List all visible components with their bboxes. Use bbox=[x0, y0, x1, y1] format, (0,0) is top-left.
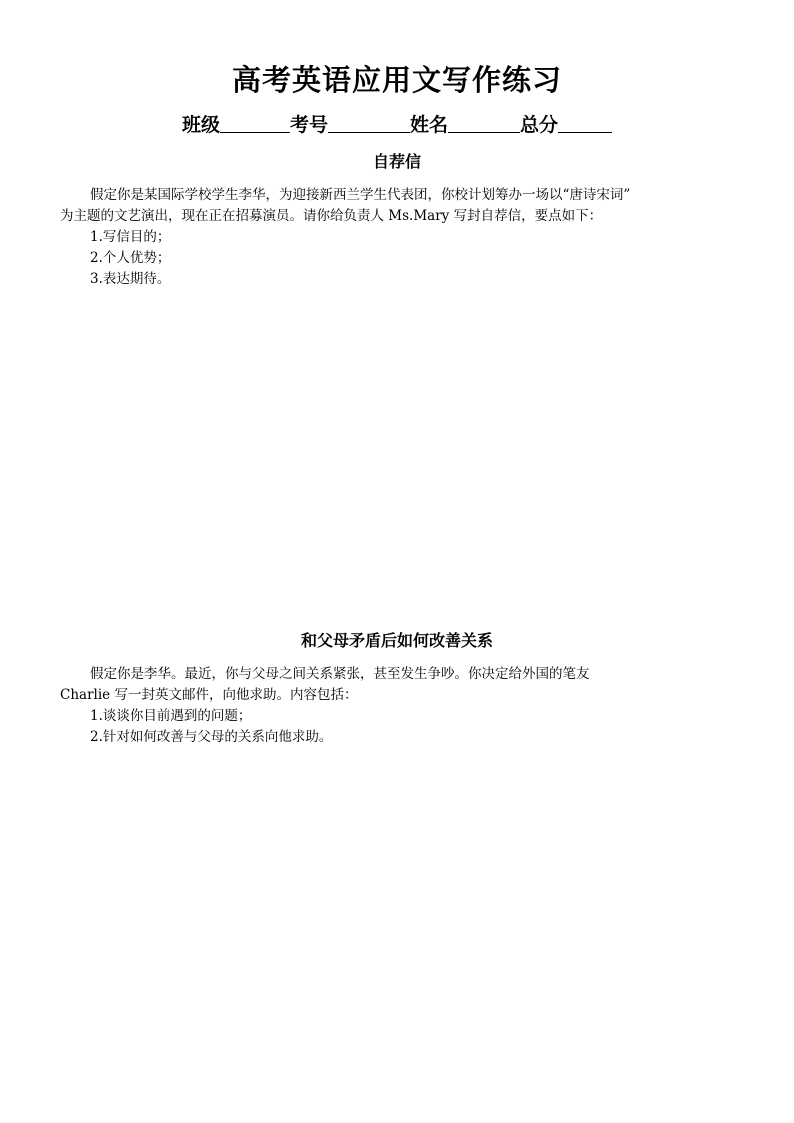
section-2-line-2: Charlie 写一封英文邮件，向他求助。内容包括： bbox=[60, 687, 358, 703]
section-2-item-2: 2.针对如何改善与父母的关系向他求助。 bbox=[90, 729, 333, 745]
section-1-heading: 自荐信 bbox=[372, 152, 421, 171]
section-1-item-1: 1.写信目的； bbox=[90, 229, 171, 245]
student-info-line bbox=[0, 111, 794, 139]
name-label: 姓名 bbox=[410, 114, 449, 136]
class-label: 班级 bbox=[181, 114, 220, 136]
section-1-item-2: 2.个人优势； bbox=[90, 250, 171, 266]
total-score-label: 总分 bbox=[520, 114, 559, 136]
exam-number-label: 考号 bbox=[289, 114, 328, 136]
total-score-blank[interactable] bbox=[558, 112, 612, 133]
section-1-line-1: 假定你是某国际学校学生李华，为迎接新西兰学生代表团，你校计划筹办一场以“唐诗宋词” bbox=[90, 187, 631, 203]
exam-number-blank[interactable] bbox=[328, 112, 410, 133]
section-2-item-1: 1.谈谈你目前遇到的问题； bbox=[90, 708, 252, 724]
page-title: 高考英语应用文写作练习 bbox=[231, 63, 562, 97]
section-1-line-2: 为主题的文艺演出，现在正在招募演员。请你给负责人 Ms.Mary 写封自荐信，要点如下： bbox=[60, 208, 603, 224]
name-blank[interactable] bbox=[448, 112, 520, 133]
section-1-prompt bbox=[60, 185, 750, 290]
section-1-item-3: 3.表达期待。 bbox=[90, 271, 171, 287]
section-2-heading: 和父母矛盾后如何改善关系 bbox=[300, 631, 493, 650]
section-2-line-1: 假定你是李华。最近，你与父母之间关系紧张，甚至发生争吵。你决定给外国的笔友 bbox=[90, 666, 590, 682]
section-2-prompt bbox=[60, 664, 750, 748]
class-blank[interactable] bbox=[220, 112, 290, 133]
